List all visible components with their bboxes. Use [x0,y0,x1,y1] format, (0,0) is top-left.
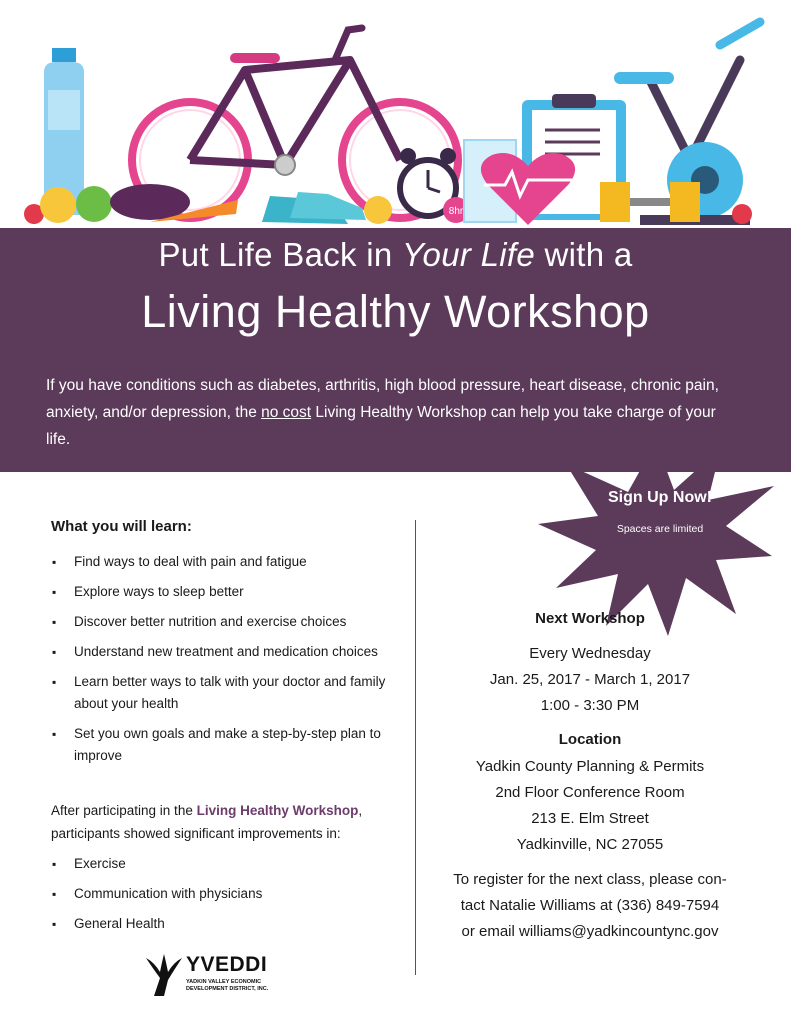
signup-subtitle: Spaces are limited [616,523,704,535]
location-heading: Location [558,731,622,748]
title-line-1: Put Life Back in Your Life with a [158,236,633,273]
signup-heading: Sign Up Now! [608,489,712,506]
workshop-dates: Jan. 25, 2017 - March 1, 2017 [489,671,691,688]
improvements-list [51,853,386,943]
workshop-heading: Next Workshop [535,610,645,627]
clock-label: 8hr [448,206,464,217]
location-line-3: 213 E. Elm Street [531,810,649,827]
header-illustration [0,0,791,232]
list-item: ▪ Find ways to deal with pain and fatigue [52,554,307,569]
list-item: ▪ Set you own goals and make a step-by-step plan to improve [52,726,381,763]
page-title: Living Healthy Workshop [141,286,650,337]
register-line-1: To register for the next class, please con- [453,871,727,888]
location-line-2: 2nd Floor Conference Room [495,784,685,801]
list-item: ▪ General Health [52,916,165,931]
column-divider [415,520,416,975]
list-item: ▪ Explore ways to sleep better [52,584,244,599]
list-item: ▪ Exercise [52,856,126,871]
list-item: ▪ Communication with physicians [52,886,263,901]
list-item: ▪ Understand new treatment and medication choices [52,644,378,659]
learn-list [51,551,386,775]
location-line-1: Yadkin County Planning & Permits [475,758,705,775]
workshop-time: 1:00 - 3:30 PM [540,697,640,714]
register-line-2: tact Natalie Williams at (336) 849-7594 [460,897,720,914]
signup-starburst [536,438,776,638]
register-line-3: or email williams@yadkincountync.gov [461,923,719,940]
location-line-4: Yadkinville, NC 27055 [516,836,664,853]
logo-name: YVEDDI [186,953,268,976]
intro-paragraph: If you have conditions such as diabetes, arthritis, high blood pressure, heart disease, chronic pain, anxiety, and/or depression, the no cost Living Healthy Workshop can help you take charge of your life. [46,377,719,448]
list-item: ▪ Discover better nutrition and exercise choices [52,614,347,629]
logo-subtitle: YADKIN VALLEY ECONOMIC DEVELOPMENT DISTRICT, INC. [186,979,269,992]
learn-heading: What you will learn: [51,518,192,535]
workshop-day: Every Wednesday [529,645,651,662]
after-paragraph: After participating in the Living Healthy Workshop, participants showed significant improvements in: [51,803,363,841]
list-item: ▪ Learn better ways to talk with your doctor and family about your health [52,674,386,711]
